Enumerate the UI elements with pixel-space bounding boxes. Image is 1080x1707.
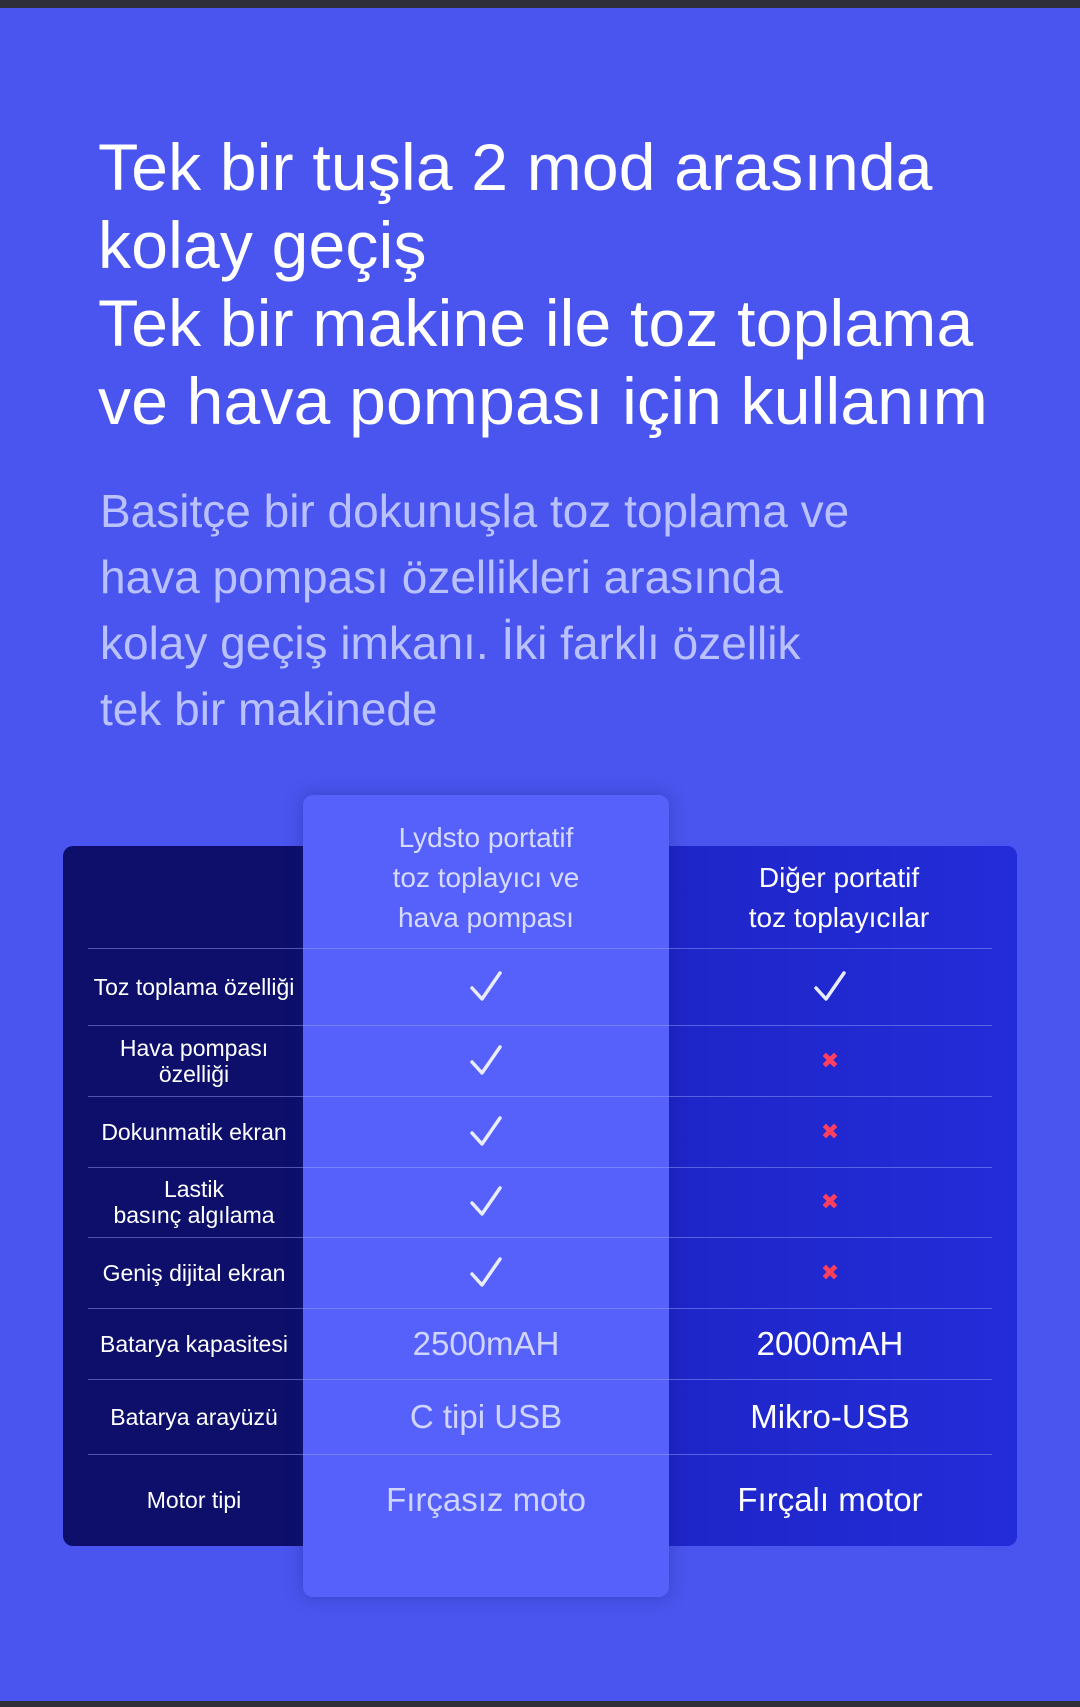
headline-line: ve hava pompası için kullanım [98, 364, 988, 438]
headline-line: Tek bir makine ile toz toplama [98, 286, 974, 360]
row-label-line: basınç algılama [113, 1202, 275, 1228]
other-cell [669, 1379, 991, 1454]
row-label-line: Toz toplama özelliği [93, 973, 295, 1000]
lydsto-cell [303, 1096, 669, 1167]
header-line: toz toplayıcı ve [392, 862, 580, 893]
row-label-line: Motor tipi [146, 1486, 242, 1513]
other-cell [669, 1096, 991, 1167]
row-label [70, 1096, 318, 1167]
row-label-line: Dokunmatik ekran [101, 1118, 287, 1145]
row-label-line: özelliği [158, 1060, 230, 1087]
lydsto-cell [303, 1308, 669, 1379]
row-label [70, 1308, 318, 1379]
lydsto-cell [303, 1167, 669, 1237]
lydsto-column-header [303, 818, 669, 938]
other-value: Mikro-USB [750, 1397, 910, 1435]
lydsto-cell [303, 1237, 669, 1308]
description-line: hava pompası özellikleri arasında [100, 551, 783, 603]
cross-icon: ✖ [820, 1189, 840, 1214]
header-line: hava pompası [398, 902, 574, 933]
row-label-line: Batarya kapasitesi [100, 1330, 288, 1357]
description-line: kolay geçiş imkanı. İki farklı özellik [100, 617, 801, 669]
description-line: tek bir makinede [100, 683, 438, 735]
row-label-line: Lastik [163, 1176, 225, 1202]
other-cell [669, 1167, 991, 1237]
other-cell [669, 1237, 991, 1308]
check-icon [469, 970, 503, 1004]
row-label [70, 1025, 318, 1096]
row-label [70, 1454, 318, 1545]
lydsto-value: 2500mAH [412, 1324, 560, 1362]
row-label-line: Hava pompası [119, 1034, 269, 1061]
cross-icon: ✖ [820, 1118, 840, 1144]
bottom-border [0, 1701, 1080, 1707]
check-icon [469, 1115, 503, 1149]
headline-line: kolay geçiş [98, 208, 427, 282]
other-value: 2000mAH [756, 1324, 904, 1362]
lydsto-cell [303, 948, 669, 1025]
headline-line: Tek bir tuşla 2 mod arasında [98, 130, 933, 204]
headline [98, 128, 1058, 440]
row-label-line: Batarya arayüzü [110, 1403, 278, 1430]
row-label [70, 1167, 318, 1237]
check-icon [813, 970, 847, 1004]
other-cell [669, 1454, 991, 1545]
other-value: Fırçalı motor [737, 1480, 923, 1518]
top-border [0, 0, 1080, 8]
row-label [70, 1379, 318, 1454]
description-line: Basitçe bir dokunuşla toz toplama ve [100, 485, 850, 537]
row-label [70, 948, 318, 1025]
lydsto-value: Fırçasız moto [386, 1480, 586, 1518]
lydsto-cell [303, 1454, 669, 1545]
lydsto-cell [303, 1379, 669, 1454]
row-label-line: Geniş dijital ekran [102, 1259, 286, 1286]
header-line: Diğer portatif [758, 862, 920, 893]
check-icon [469, 1044, 503, 1078]
check-icon [469, 1185, 503, 1219]
cross-icon: ✖ [820, 1259, 840, 1285]
other-cell [669, 1308, 991, 1379]
description [100, 478, 1000, 742]
check-icon [469, 1256, 503, 1290]
row-label [70, 1237, 318, 1308]
lydsto-value: C tipi USB [409, 1397, 563, 1435]
lydsto-cell [303, 1025, 669, 1096]
other-cell [669, 1025, 991, 1096]
header-line: Lydsto portatif [398, 822, 574, 853]
cross-icon: ✖ [820, 1047, 840, 1073]
other-column-header [669, 858, 1009, 938]
other-cell [669, 948, 991, 1025]
header-line: toz toplayıcılar [748, 902, 930, 933]
